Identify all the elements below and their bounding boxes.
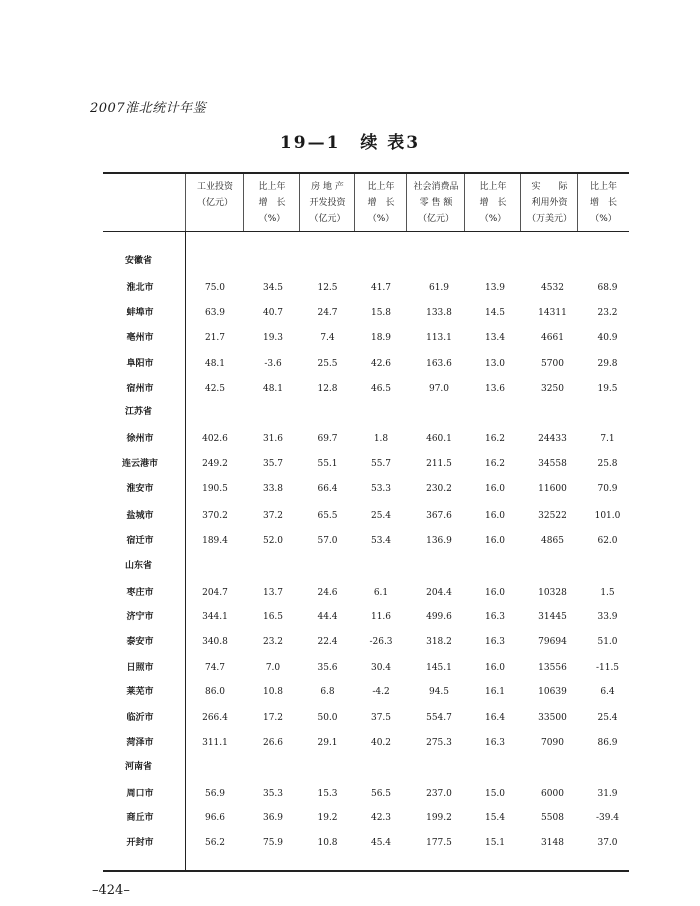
- column-header-line: 增 长: [258, 198, 286, 208]
- table-cell: 52.0: [262, 536, 284, 546]
- city-name: 盐城市: [126, 511, 154, 521]
- table-cell: 30.4: [370, 663, 392, 673]
- column-header-line: 比上年: [367, 182, 395, 192]
- table-cell: 31.9: [597, 789, 618, 799]
- table-cell: 56.2: [204, 838, 226, 848]
- column-header-line: （亿元）: [196, 198, 233, 208]
- table-cell: 15.4: [484, 813, 506, 823]
- table-cell: 16.4: [484, 713, 506, 723]
- table-cell: 12.5: [317, 283, 338, 293]
- table-cell: 189.4: [202, 536, 228, 546]
- table-cell: 16.0: [484, 484, 506, 494]
- column-header-line: 零 售 额: [419, 198, 453, 208]
- table-cell: 367.6: [426, 511, 452, 521]
- column-header-line: （亿元）: [417, 214, 454, 224]
- table-cell: 7090: [541, 738, 564, 748]
- column-header: [465, 179, 521, 227]
- table-cell: 16.1: [484, 687, 506, 697]
- table-cell: 32522: [538, 511, 567, 521]
- table-row: [0, 786, 700, 802]
- table-cell: 402.6: [202, 434, 228, 444]
- table-row: [0, 609, 700, 625]
- table-cell: 7.1: [600, 434, 615, 444]
- table-cell: 6.1: [373, 588, 389, 598]
- city-name: 菏泽市: [126, 738, 154, 748]
- table-cell: 24.7: [317, 308, 338, 318]
- table-cell: 35.6: [317, 663, 338, 673]
- table-cell: 48.1: [262, 384, 284, 394]
- table-cell: 35.3: [262, 789, 284, 799]
- table-cell: 10328: [538, 588, 567, 598]
- table-cell: 11.6: [370, 612, 392, 622]
- table-cell: 133.8: [426, 308, 452, 318]
- table-cell: 10639: [538, 687, 567, 697]
- province-name: 江苏省: [125, 407, 153, 417]
- page-number: –424–: [92, 883, 130, 898]
- table-cell: 340.8: [202, 637, 228, 647]
- table-cell: 34558: [538, 459, 567, 469]
- table-cell: 56.5: [370, 789, 392, 799]
- region-row: [0, 253, 700, 269]
- city-name: 枣庄市: [126, 588, 154, 598]
- column-header: [300, 179, 355, 227]
- table-cell: 68.9: [597, 283, 618, 293]
- table-cell: 318.2: [426, 637, 452, 647]
- table-cell: 34.5: [262, 283, 284, 293]
- table-cell: 61.9: [428, 283, 450, 293]
- table-title: [0, 128, 700, 153]
- table-cell: 370.2: [202, 511, 228, 521]
- table-cell: 7.0: [265, 663, 281, 673]
- table-cell: 1.5: [600, 588, 615, 598]
- column-header-line: （%）: [590, 214, 617, 224]
- city-name: 商丘市: [126, 813, 154, 823]
- table-cell: 13.4: [484, 333, 506, 343]
- table-cell: 44.4: [317, 612, 338, 622]
- city-name: 阜阳市: [126, 359, 154, 369]
- table-row: [0, 835, 700, 851]
- table-cell: 460.1: [426, 434, 452, 444]
- table-cell: 6.4: [600, 687, 615, 697]
- table-row: [0, 585, 700, 601]
- column-header-line: 开发投资: [309, 198, 346, 208]
- table-cell: 16.3: [484, 637, 506, 647]
- city-name: 开封市: [126, 838, 154, 848]
- table-row: [0, 481, 700, 497]
- city-name: 济宁市: [126, 612, 154, 622]
- table-cell: 48.1: [204, 359, 226, 369]
- table-cell: 29.1: [317, 738, 338, 748]
- table-row: [0, 431, 700, 447]
- table-cell: 4865: [541, 536, 564, 546]
- book-title: 2007淮北统计年鉴: [90, 101, 207, 116]
- table-cell: 26.6: [262, 738, 284, 748]
- column-header: [578, 179, 629, 227]
- table-cell: 17.2: [262, 713, 284, 723]
- city-name: 亳州市: [126, 333, 154, 343]
- table-cell: 101.0: [594, 511, 621, 521]
- table-cell: 177.5: [426, 838, 452, 848]
- table-cell: 16.0: [484, 536, 506, 546]
- table-cell: 19.5: [597, 384, 618, 394]
- table-cell: 211.5: [426, 459, 452, 469]
- table-cell: 6.8: [320, 687, 335, 697]
- table-cell: 25.4: [370, 511, 392, 521]
- table-cell: 51.0: [597, 637, 618, 647]
- table-cell: 15.1: [484, 838, 506, 848]
- city-name: 连云港市: [121, 459, 158, 469]
- table-cell: 16.0: [484, 511, 506, 521]
- column-header-line: 社会消费品: [413, 182, 459, 192]
- table-cell: 5700: [541, 359, 564, 369]
- city-name: 泰安市: [126, 637, 154, 647]
- column-header-line: （%）: [367, 214, 395, 224]
- column-header-line: 比上年: [258, 182, 286, 192]
- table-cell: 42.5: [204, 384, 226, 394]
- table-row: [0, 810, 700, 826]
- column-header-line: 工业投资: [196, 182, 233, 192]
- table-cell: 75.9: [262, 838, 284, 848]
- table-cell: 136.9: [426, 536, 452, 546]
- table-cell: 86.0: [204, 687, 226, 697]
- table-cell: 41.7: [370, 283, 392, 293]
- table-cell: 69.7: [317, 434, 338, 444]
- table-cell: 23.2: [262, 637, 284, 647]
- table-cell: 554.7: [426, 713, 452, 723]
- table-cell: 31.6: [262, 434, 284, 444]
- table-cell: 62.0: [597, 536, 618, 546]
- table-row: [0, 634, 700, 650]
- table-cell: 16.3: [484, 738, 506, 748]
- table-cell: 56.9: [204, 789, 226, 799]
- table-cell: 14.5: [484, 308, 506, 318]
- table-row: [0, 684, 700, 700]
- table-cell: 13.6: [484, 384, 506, 394]
- column-header-line: （万美元）: [526, 214, 572, 224]
- table-cell: 6000: [541, 789, 564, 799]
- table-cell: 70.9: [597, 484, 618, 494]
- table-cell: 21.7: [204, 333, 226, 343]
- table-cell: 1.8: [373, 434, 389, 444]
- province-name: 安徽省: [125, 256, 153, 266]
- table-row: [0, 660, 700, 676]
- table-row: [0, 456, 700, 472]
- table-cell: 13.7: [262, 588, 284, 598]
- table-row: [0, 508, 700, 524]
- table-cell: 96.6: [204, 813, 226, 823]
- table-cell: 53.4: [370, 536, 392, 546]
- column-header-line: 房 地 产: [311, 182, 344, 192]
- region-row: [0, 759, 700, 775]
- table-cell: 4532: [541, 283, 564, 293]
- table-cell: 163.6: [426, 359, 452, 369]
- table-cell: 79694: [538, 637, 567, 647]
- table-cell: 25.4: [597, 713, 618, 723]
- table-row: [0, 735, 700, 751]
- table-cell: 145.1: [426, 663, 452, 673]
- city-name: 蚌埠市: [126, 308, 154, 318]
- table-cell: 7.4: [320, 333, 335, 343]
- table-cell: 31445: [538, 612, 567, 622]
- table-cell: 13.9: [484, 283, 506, 293]
- table-cell: 63.9: [204, 308, 226, 318]
- table-cell: 33500: [538, 713, 567, 723]
- table-row: [0, 330, 700, 346]
- table-cell: 18.9: [370, 333, 392, 343]
- table-cell: 40.2: [370, 738, 392, 748]
- table-cell: -11.5: [595, 663, 620, 673]
- table-cell: 19.3: [262, 333, 284, 343]
- table-cell: 113.1: [426, 333, 452, 343]
- column-header-line: 比上年: [479, 182, 507, 192]
- column-header: [407, 179, 465, 227]
- table-row: [0, 381, 700, 397]
- column-header: [186, 179, 244, 227]
- table-cell: -3.6: [264, 359, 282, 369]
- column-header: [521, 179, 578, 227]
- table-cell: 66.4: [317, 484, 338, 494]
- column-header-line: 增 长: [479, 198, 507, 208]
- city-name: 莱芜市: [126, 687, 154, 697]
- city-name: 宿迁市: [126, 536, 154, 546]
- table-cell: 37.2: [262, 511, 284, 521]
- table-row: [0, 356, 700, 372]
- table-cell: 4661: [541, 333, 564, 343]
- column-header-line: 利用外资: [531, 198, 568, 208]
- city-name: 宿州市: [126, 384, 154, 394]
- table-cell: 204.4: [426, 588, 452, 598]
- table-cell: 16.2: [484, 434, 506, 444]
- city-name: 淮安市: [126, 484, 154, 494]
- table-cell: 24433: [538, 434, 567, 444]
- table-cell: 35.7: [262, 459, 284, 469]
- table-cell: 65.5: [317, 511, 338, 521]
- table-cell: 45.4: [370, 838, 392, 848]
- table-cell: 23.2: [597, 308, 618, 318]
- table-cell: 12.8: [317, 384, 338, 394]
- table-caption: 续 表3: [360, 133, 421, 153]
- table-cell: 55.1: [317, 459, 338, 469]
- column-header-line: （%）: [258, 214, 286, 224]
- table-cell: 55.7: [370, 459, 392, 469]
- table-cell: 75.0: [204, 283, 226, 293]
- table-cell: 16.0: [484, 588, 506, 598]
- table-cell: 57.0: [317, 536, 338, 546]
- table-cell: 199.2: [426, 813, 452, 823]
- province-name: 山东省: [125, 561, 153, 571]
- table-cell: 50.0: [317, 713, 338, 723]
- table-cell: 11600: [538, 484, 567, 494]
- table-row: [0, 305, 700, 321]
- region-row: [0, 558, 700, 574]
- column-header: [244, 179, 300, 227]
- province-name: 河南省: [125, 762, 153, 772]
- table-cell: 10.8: [317, 838, 338, 848]
- table-cell: 10.8: [262, 687, 284, 697]
- table-cell: 266.4: [202, 713, 228, 723]
- header-rule: [103, 231, 629, 232]
- table-cell: 42.6: [370, 359, 392, 369]
- table-cell: 311.1: [202, 738, 228, 748]
- table-cell: 275.3: [426, 738, 452, 748]
- table-cell: 40.7: [262, 308, 284, 318]
- city-name: 周口市: [126, 789, 154, 799]
- table-cell: 16.2: [484, 459, 506, 469]
- table-cell: 13.0: [484, 359, 506, 369]
- table-cell: 22.4: [317, 637, 338, 647]
- table-cell: 249.2: [202, 459, 228, 469]
- table-cell: 24.6: [317, 588, 338, 598]
- table-cell: 3148: [541, 838, 564, 848]
- table-cell: 33.9: [597, 612, 618, 622]
- table-cell: 230.2: [426, 484, 452, 494]
- table-cell: 29.8: [597, 359, 618, 369]
- table-cell: -39.4: [595, 813, 620, 823]
- table-cell: 86.9: [597, 738, 618, 748]
- table-cell: 53.3: [370, 484, 392, 494]
- table-cell: 16.3: [484, 612, 506, 622]
- bottom-rule: [103, 870, 629, 872]
- table-cell: 16.0: [484, 663, 506, 673]
- table-cell: 42.3: [370, 813, 392, 823]
- table-cell: 15.8: [370, 308, 392, 318]
- table-cell: 237.0: [426, 789, 452, 799]
- city-name: 淮北市: [126, 283, 154, 293]
- column-header: [355, 179, 407, 227]
- city-name: 徐州市: [126, 434, 154, 444]
- table-cell: 19.2: [317, 813, 338, 823]
- table-cell: 36.9: [262, 813, 284, 823]
- table-cell: 15.3: [317, 789, 338, 799]
- table-cell: 40.9: [597, 333, 618, 343]
- table-cell: 16.5: [262, 612, 284, 622]
- column-header-line: 实 际: [531, 182, 568, 192]
- table-cell: 37.5: [370, 713, 392, 723]
- city-name: 日照市: [126, 663, 154, 673]
- column-header-line: 增 长: [367, 198, 395, 208]
- table-row: [0, 710, 700, 726]
- city-name: 临沂市: [126, 713, 154, 723]
- table-cell: 97.0: [428, 384, 450, 394]
- table-cell: 190.5: [202, 484, 228, 494]
- table-cell: 94.5: [428, 687, 450, 697]
- table-cell: 74.7: [204, 663, 226, 673]
- table-cell: -4.2: [372, 687, 390, 697]
- table-row: [0, 280, 700, 296]
- table-cell: -26.3: [369, 637, 393, 647]
- column-header-line: （亿元）: [309, 214, 346, 224]
- table-cell: 46.5: [370, 384, 392, 394]
- top-rule: [103, 172, 629, 174]
- table-cell: 25.5: [317, 359, 338, 369]
- column-header-line: 增 长: [589, 198, 617, 208]
- table-cell: 13556: [538, 663, 567, 673]
- table-cell: 33.8: [262, 484, 284, 494]
- table-number: 19—1: [279, 133, 341, 153]
- column-header-line: 比上年: [589, 182, 617, 192]
- table-cell: 499.6: [426, 612, 452, 622]
- region-row: [0, 404, 700, 420]
- table-cell: 204.7: [202, 588, 228, 598]
- table-cell: 15.0: [484, 789, 506, 799]
- table-cell: 25.8: [597, 459, 618, 469]
- table-cell: 344.1: [202, 612, 228, 622]
- table-cell: 37.0: [597, 838, 618, 848]
- table-row: [0, 533, 700, 549]
- column-header-line: （%）: [479, 214, 507, 224]
- table-cell: 14311: [538, 308, 567, 318]
- table-cell: 5508: [541, 813, 564, 823]
- table-cell: 3250: [541, 384, 564, 394]
